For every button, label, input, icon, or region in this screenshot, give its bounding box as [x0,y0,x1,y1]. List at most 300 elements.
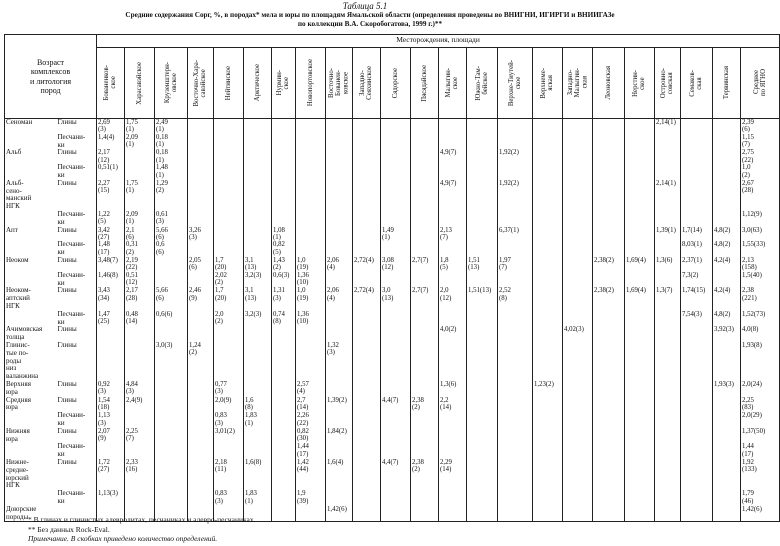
value-cell: 2,17 (28) [125,287,155,310]
value-cell: 1,39(2) [326,397,353,413]
value-cell: 1,75 (1) [125,180,155,211]
value-cell [296,211,326,227]
table-row [5,164,780,180]
value-cell [272,412,296,428]
value-cell [533,506,563,522]
value-cell [467,119,498,134]
value-cell: 4,4(7) [381,459,411,490]
value-cell [188,381,214,397]
value-cell [244,428,272,444]
value-cell: 4,84 (3) [125,381,155,397]
value-cell: 4,0(2) [439,326,467,342]
value-cell [244,326,272,342]
value-cell [625,149,655,164]
value-cell [593,164,625,180]
value-cell [326,381,353,397]
value-cell: 2,13 (7) [439,227,467,242]
value-cell: 7,54(3) [681,311,713,327]
table-row [5,272,780,288]
deposit-name: Верхнеме- яская [540,67,555,99]
value-cell [655,311,681,327]
value-cell: 3,0(63) [741,227,780,242]
value-cell: 2,13 (158) [741,257,780,272]
value-cell [467,443,498,459]
value-cell: 1,31 (3) [272,287,296,310]
value-cell: 1,6 (8) [244,397,272,413]
deposit-header [97,48,125,119]
value-cell [244,149,272,164]
value-cell [439,119,467,134]
deposit-name: Крузенштерн- овское [163,62,179,104]
value-cell [244,119,272,134]
value-cell [155,412,188,428]
lithology-cell: Песчани- ки [57,241,97,257]
value-cell: 2,38(2) [593,257,625,272]
value-cell: 1,84(2) [326,428,353,444]
group-header: Месторождения, площади [97,35,780,48]
deposit-header [593,48,625,119]
value-cell [563,257,593,272]
value-cell [381,134,411,150]
value-cell: 1,43 (2) [272,257,296,272]
value-cell: 1,0 (19) [296,257,326,272]
value-cell [625,381,655,397]
footnote-note: Примечание. В скобках приведено количество определений. [28,534,218,543]
value-cell [655,381,681,397]
value-cell [593,227,625,242]
age-cell: Нижне- средне- юрский НГК [5,459,57,490]
value-cell [353,134,381,150]
value-cell: 1,74(15) [681,287,713,310]
value-cell [467,149,498,164]
value-cell [411,381,439,397]
deposit-name: Пясядайское [420,64,428,102]
value-cell [563,287,593,310]
value-cell [381,412,411,428]
value-cell: 1,4(4) [97,134,125,150]
value-cell [655,428,681,444]
value-cell: 2,29 (14) [439,459,467,490]
value-cell [533,428,563,444]
value-cell [563,119,593,134]
table-row [5,119,780,134]
value-cell: 1,55(33) [741,241,780,257]
value-cell [593,397,625,413]
age-cell: Доюрские породы [5,506,57,522]
value-cell [381,381,411,397]
value-cell [272,443,296,459]
table-row [5,149,780,164]
value-cell [188,412,214,428]
value-cell [411,180,439,211]
value-cell [713,134,741,150]
value-cell: 4,8(2) [713,227,741,242]
value-cell [713,506,741,522]
value-cell [411,149,439,164]
value-cell [625,490,655,506]
value-cell [681,119,713,134]
value-cell [593,412,625,428]
deposit-header [155,48,188,119]
age-cell: Апт [5,227,57,242]
value-cell: 2,14(1) [655,119,681,134]
value-cell [625,272,655,288]
value-cell: 3,1 (13) [244,287,272,310]
value-cell [625,211,655,227]
value-cell: 1,72 (27) [97,459,125,490]
value-cell [272,211,296,227]
value-cell [533,443,563,459]
value-cell: 1,49 (1) [381,227,411,242]
value-cell: 8,03(1) [681,241,713,257]
value-cell: 0,6 (6) [155,241,188,257]
deposit-name: Нейтинское [224,65,232,101]
value-cell: 2,05 (6) [188,257,214,272]
value-cell: 1,52(73) [741,311,780,327]
value-cell [353,490,381,506]
value-cell [155,443,188,459]
value-cell: 1,46(8) [97,272,125,288]
value-cell: 2,72(4) [353,257,381,272]
value-cell [655,443,681,459]
value-cell: 1,24 (2) [188,342,214,381]
value-cell: 2,0 (12) [439,287,467,310]
value-cell [713,164,741,180]
value-cell [533,397,563,413]
value-cell [625,342,655,381]
value-cell: 1,48 (17) [97,241,125,257]
value-cell [467,506,498,522]
value-cell [533,180,563,211]
value-cell: 0,61 (3) [155,211,188,227]
value-cell: 3,08 (12) [381,257,411,272]
value-cell [439,342,467,381]
value-cell [272,506,296,522]
value-cell [655,459,681,490]
value-cell [326,490,353,506]
value-cell: 2,69 (3) [97,119,125,134]
value-cell [411,272,439,288]
value-cell: 2,46 (9) [188,287,214,310]
value-cell: 1,42(6) [741,506,780,522]
value-cell [353,381,381,397]
value-cell [97,443,125,459]
value-cell [244,381,272,397]
lithology-cell: Песчани- ки [57,211,97,227]
value-cell [533,326,563,342]
value-cell [625,506,655,522]
value-cell [381,241,411,257]
value-cell [326,134,353,150]
deposit-header [296,48,326,119]
value-cell [498,211,533,227]
value-cell [655,412,681,428]
value-cell [533,119,563,134]
value-cell [655,164,681,180]
value-cell [381,443,411,459]
value-cell [498,134,533,150]
value-cell [681,412,713,428]
value-cell: 2,0(9) [214,397,244,413]
value-cell: 1,48 (1) [155,164,188,180]
value-cell [467,211,498,227]
value-cell [593,134,625,150]
value-cell: 2,25 (83) [741,397,780,413]
value-cell [188,490,214,506]
value-cell [498,119,533,134]
value-cell [625,428,655,444]
value-cell [467,180,498,211]
value-cell [498,326,533,342]
value-cell: 4,9(7) [439,149,467,164]
value-cell [498,506,533,522]
value-cell: 2,39 (6) [741,119,780,134]
value-cell: 1,69(4) [625,257,655,272]
value-cell: 4,4(7) [381,397,411,413]
value-cell [625,134,655,150]
value-cell [713,272,741,288]
value-cell: 1,44 (17) [741,443,780,459]
value-cell [625,119,655,134]
value-cell [326,272,353,288]
value-cell: 1,42(6) [326,506,353,522]
value-cell [467,459,498,490]
value-cell [188,164,214,180]
value-cell [533,257,563,272]
value-cell [296,241,326,257]
table-row [5,490,780,506]
value-cell: 2,7(7) [411,287,439,310]
value-cell [713,180,741,211]
value-cell [655,490,681,506]
value-cell [411,211,439,227]
value-cell [563,412,593,428]
value-cell [155,428,188,444]
value-cell [125,412,155,428]
value-cell [353,180,381,211]
value-cell [625,311,655,327]
lithology-cell: Песчани- ки [57,490,97,506]
value-cell [381,180,411,211]
value-cell [244,241,272,257]
value-cell [214,119,244,134]
age-cell: Альб [5,149,57,164]
table-row [5,381,780,397]
value-cell [593,506,625,522]
value-cell [353,326,381,342]
value-cell [655,211,681,227]
value-cell [563,311,593,327]
value-cell: 3,26 (3) [188,227,214,242]
value-cell [411,241,439,257]
value-cell [681,428,713,444]
value-cell: 0,51(1) [97,164,125,180]
value-cell [467,490,498,506]
table-row [5,397,780,413]
value-cell [326,412,353,428]
value-cell [563,164,593,180]
value-cell [272,164,296,180]
value-cell [381,342,411,381]
value-cell [155,459,188,490]
value-cell [411,490,439,506]
value-cell [155,490,188,506]
value-cell [188,397,214,413]
age-cell [5,412,57,428]
value-cell: 2,09 (1) [125,134,155,150]
value-cell [381,272,411,288]
value-cell [353,459,381,490]
value-cell [625,180,655,211]
value-cell [533,211,563,227]
value-cell [593,381,625,397]
deposit-name: Бованенков- ское [103,65,118,101]
value-cell [467,412,498,428]
table-title [60,11,680,29]
data-table [4,34,780,522]
value-cell [625,241,655,257]
value-cell [681,397,713,413]
value-cell [353,311,381,327]
value-cell [681,134,713,150]
value-cell [214,211,244,227]
value-cell: 1,3(6) [439,381,467,397]
value-cell [214,134,244,150]
value-cell [681,180,713,211]
value-cell: 0,92 (3) [97,381,125,397]
value-cell: 2,67 (28) [741,180,780,211]
value-cell [326,149,353,164]
age-cell: Альб- сено- манский НГК [5,180,57,211]
value-cell [188,428,214,444]
value-cell [467,227,498,242]
value-cell: 2,25 (7) [125,428,155,444]
value-cell: 2,4(9) [125,397,155,413]
value-cell: 1,6(4) [326,459,353,490]
lithology-cell: Глины [57,342,97,381]
lithology-cell: Песчани- ки [57,134,97,150]
table-row [5,257,780,272]
value-cell [381,164,411,180]
value-cell [272,119,296,134]
age-cell [5,311,57,327]
value-cell [296,164,326,180]
value-cell [533,134,563,150]
value-cell [326,326,353,342]
value-cell [498,272,533,288]
value-cell [498,381,533,397]
value-cell [563,227,593,242]
deposit-header [625,48,655,119]
value-cell [681,342,713,381]
value-cell [411,134,439,150]
value-cell: 0,18 (1) [155,134,188,150]
value-cell [381,326,411,342]
value-cell [188,443,214,459]
value-cell: 2,1 (6) [125,227,155,242]
value-cell [681,443,713,459]
value-cell: 1,93(3) [713,381,741,397]
value-cell: 1,15 (7) [741,134,780,150]
value-cell: 1,5(40) [741,272,780,288]
value-cell [533,272,563,288]
value-cell [381,506,411,522]
age-cell [5,134,57,150]
value-cell [713,459,741,490]
value-cell [272,397,296,413]
corner-header-text: Возраст комплексов и литология пород [29,57,72,95]
lithology-cell: Глины [57,119,97,134]
value-cell [713,342,741,381]
value-cell: 5,66 (6) [155,287,188,310]
deposit-name: Среднее по ЯГНО [752,69,768,97]
table-row [5,211,780,227]
value-cell [533,287,563,310]
value-cell [713,211,741,227]
value-cell [353,397,381,413]
value-cell [498,164,533,180]
table-row [5,311,780,327]
lithology-cell: Песчани- ки [57,443,97,459]
value-cell [411,443,439,459]
value-cell: 1,36 (10) [296,311,326,327]
value-cell: 0,83 (3) [214,412,244,428]
value-cell [272,134,296,150]
value-cell: 4,0(8) [741,326,780,342]
value-cell [593,342,625,381]
value-cell [296,134,326,150]
value-cell [214,180,244,211]
value-cell [533,342,563,381]
value-cell: 2,38(2) [593,287,625,310]
value-cell [353,227,381,242]
value-cell [411,342,439,381]
value-cell: 0,48 (14) [125,311,155,327]
age-cell: Средняя юра [5,397,57,413]
value-cell: 2,26 (22) [296,412,326,428]
value-cell [655,149,681,164]
deposit-name: Южно-Там- бейское [474,65,490,101]
deposit-header [326,48,353,119]
lithology-cell: Глины [57,149,97,164]
value-cell: 1,79 (46) [741,490,780,506]
value-cell [272,490,296,506]
value-cell [467,342,498,381]
value-cell: 2,02 (2) [214,272,244,288]
value-cell [97,326,125,342]
value-cell [125,342,155,381]
deposit-header [188,48,214,119]
deposit-name: Западно- Сеяхинское [359,66,374,100]
value-cell: 1,69(4) [625,287,655,310]
value-cell [296,180,326,211]
value-cell [155,381,188,397]
deposit-name: Островно- совская [660,67,675,99]
value-cell [625,459,655,490]
value-cell [713,412,741,428]
lithology-cell: Глины [57,257,97,272]
value-cell [296,506,326,522]
value-cell [563,397,593,413]
lithology-cell: Глины [57,180,97,211]
value-cell: 1,8 (5) [439,257,467,272]
value-cell [655,397,681,413]
value-cell [125,443,155,459]
value-cell [214,241,244,257]
deposit-header [411,48,439,119]
value-cell [655,241,681,257]
value-cell: 0,83 (3) [214,490,244,506]
